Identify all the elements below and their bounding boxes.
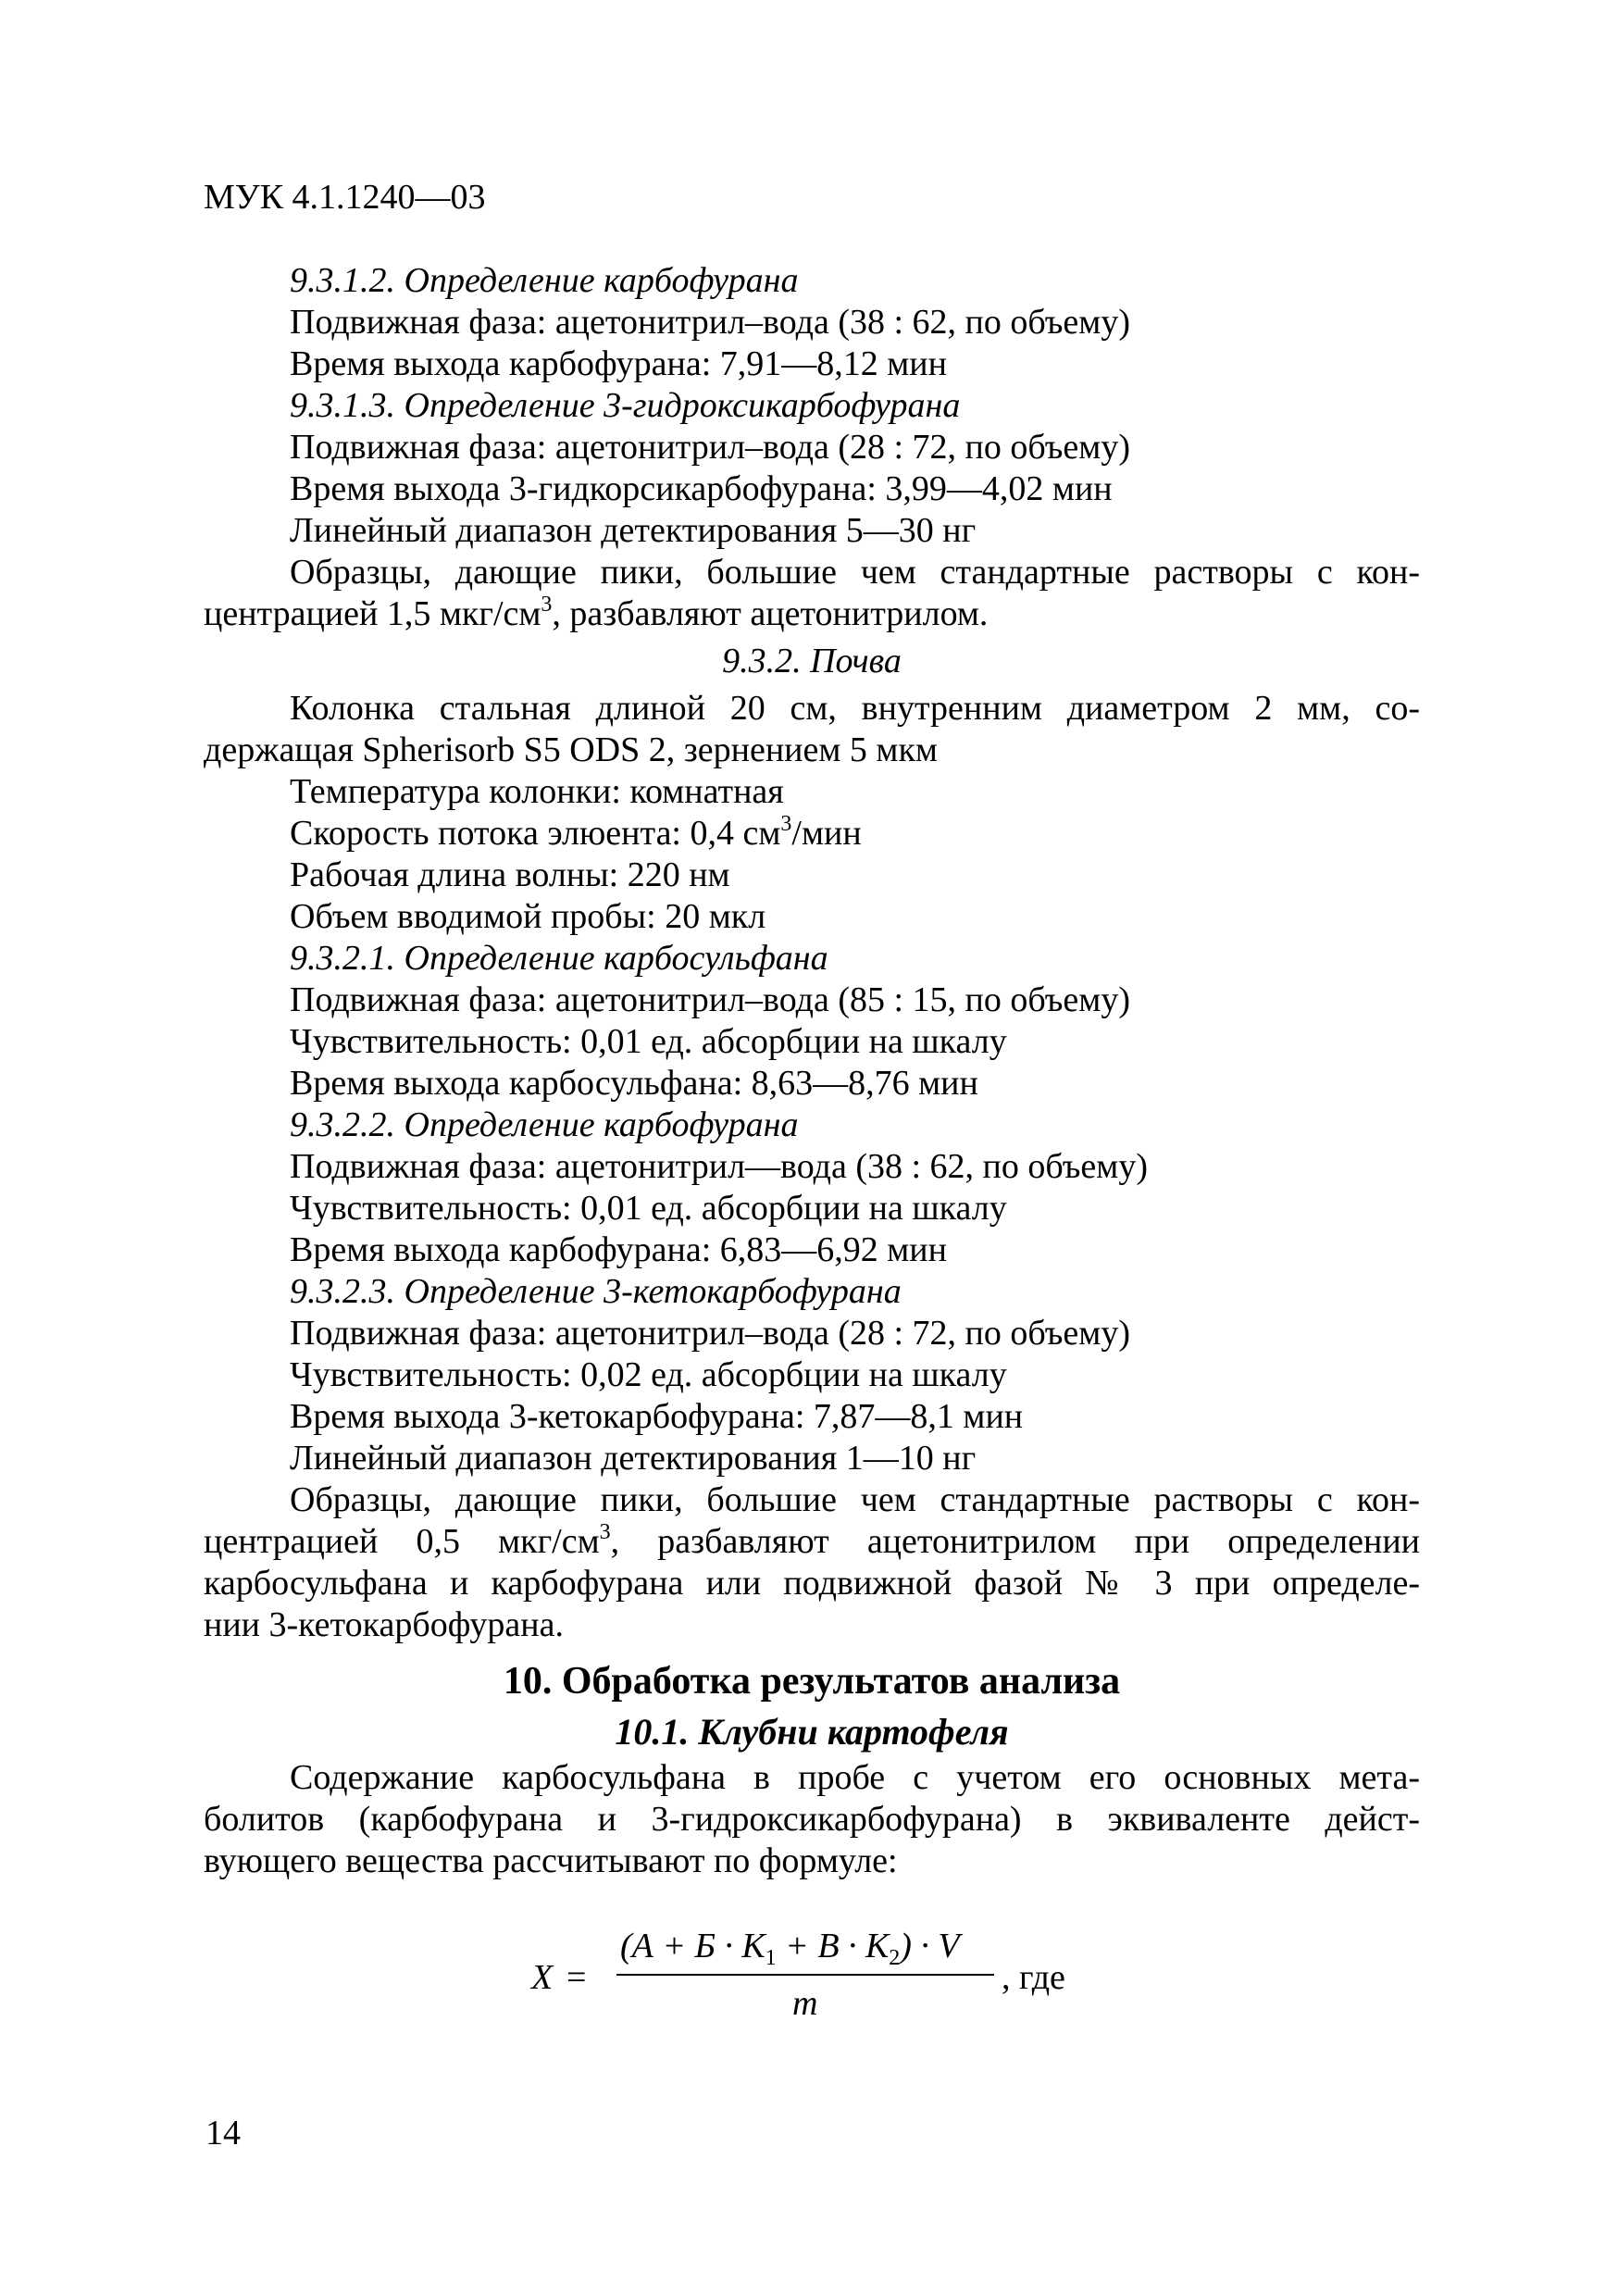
- text-line: Время выхода карбофурана: 6,83—6,92 мин: [290, 1230, 947, 1269]
- text-line: Время выхода карбофурана: 7,91—8,12 мин: [290, 344, 947, 383]
- text-line: Образцы, дающие пики, большие чем стандартные растворы с кон-: [290, 553, 1420, 592]
- text-line: Чувствительность: 0,02 ед. абсорбции на шкалу: [290, 1355, 1007, 1394]
- text-line: Подвижная фаза: ацетонитрил–вода (38 : 62, по объему): [290, 303, 1130, 342]
- running-header: МУК 4.1.1240—03: [204, 178, 486, 217]
- text-line: Рабочая длина волны: 220 нм: [290, 855, 730, 894]
- text-line: держащая Spherisorb S5 ODS 2, зернением 5 мкм: [204, 730, 938, 769]
- text-line: Температура колонки: комнатная: [290, 772, 784, 811]
- text-line: Чувствительность: 0,01 ед. абсорбции на шкалу: [290, 1189, 1007, 1228]
- text-line: центрацией 0,5 мкг/$см^3$, разбавляют ацетонитрилом при определении: [204, 1520, 1420, 1561]
- text-line: Объем вводимой пробы: 20 мкл: [290, 897, 766, 936]
- formula: [531, 1926, 1272, 2037]
- text-line: Подвижная фаза: ацетонитрил–вода (85 : 15, по объему): [290, 980, 1130, 1019]
- text-line: Чувствительность: 0,01 ед. абсорбции на шкалу: [290, 1022, 1007, 1061]
- subsection-title: 9.3.2.1. Определение карбосульфана: [290, 939, 828, 978]
- text-line: болитов (карбофурана и 3-гидроксикарбофурана) в эквиваленте дейст-: [204, 1800, 1420, 1839]
- text-line: карбосульфана и карбофурана или подвижной фазой № 3 при определе-: [204, 1564, 1420, 1603]
- text-line: Линейный диапазон детектирования 5—30 нг: [290, 511, 977, 550]
- text-line: Время выхода 3-гидкорсикарбофурана: 3,99—4,02 мин: [290, 469, 1113, 508]
- subsection-title: 9.3.1.2. Определение карбофурана: [290, 261, 799, 300]
- fraction-bar: [616, 1974, 994, 1976]
- text-line: вующего вещества рассчитывают по формуле:: [204, 1841, 898, 1880]
- text-line: Подвижная фаза: ацетонитрил—вода (38 : 62, по объему): [290, 1147, 1148, 1186]
- text-line: Время выхода карбосульфана: 8,63—8,76 мин: [290, 1064, 978, 1103]
- text-line: Подвижная фаза: ацетонитрил–вода (28 : 72, по объему): [290, 1314, 1130, 1353]
- text-line: Скорость потока элюента: 0,4 $см^3$/мин: [290, 812, 862, 853]
- section-heading: 10. Обработка результатов анализа: [503, 1660, 1121, 1703]
- text-line: Подвижная фаза: ацетонитрил–вода (28 : 72, по объему): [290, 428, 1130, 467]
- text-line: центрацией 1,5 мкг/$см^3$, разбавляют ацетонитрилом.: [204, 593, 989, 633]
- formula-where: , где: [1002, 1958, 1065, 1997]
- subsection-title: 9.3.2.2. Определение карбофурана: [290, 1105, 799, 1144]
- subsection-heading: 10.1. Клубни картофеля: [615, 1711, 1009, 1753]
- subsection-title: 9.3.1.3. Определение 3-гидроксикарбофурана: [290, 386, 961, 425]
- text-line: нии 3-кетокарбофурана.: [204, 1605, 564, 1644]
- text-line: Время выхода 3-кетокарбофурана: 7,87—8,1 мин: [290, 1397, 1024, 1436]
- text-line: Колонка стальная длиной 20 см, внутренним диаметром 2 мм, со-: [290, 689, 1420, 728]
- formula-lhs: X: [531, 1958, 554, 1997]
- formula-numerator: $(А + Б \cdot К_1 + В \cdot К_2) \cdot V$: [620, 1927, 960, 1970]
- text-line: Образцы, дающие пики, большие чем стандартные растворы с кон-: [290, 1480, 1420, 1519]
- body-text: [204, 260, 1420, 1882]
- formula-equals: =: [566, 1958, 587, 1997]
- page-number: 14: [205, 2114, 241, 2152]
- text-line: Линейный диапазон детектирования 1—10 нг: [290, 1439, 977, 1478]
- section-title-soil: 9.3.2. Почва: [722, 642, 902, 680]
- text-line: Содержание карбосульфана в пробе с учетом его основных мета-: [290, 1758, 1420, 1797]
- formula-denominator: m: [792, 1984, 818, 2023]
- subsection-title: 9.3.2.3. Определение 3-кетокарбофурана: [290, 1272, 902, 1311]
